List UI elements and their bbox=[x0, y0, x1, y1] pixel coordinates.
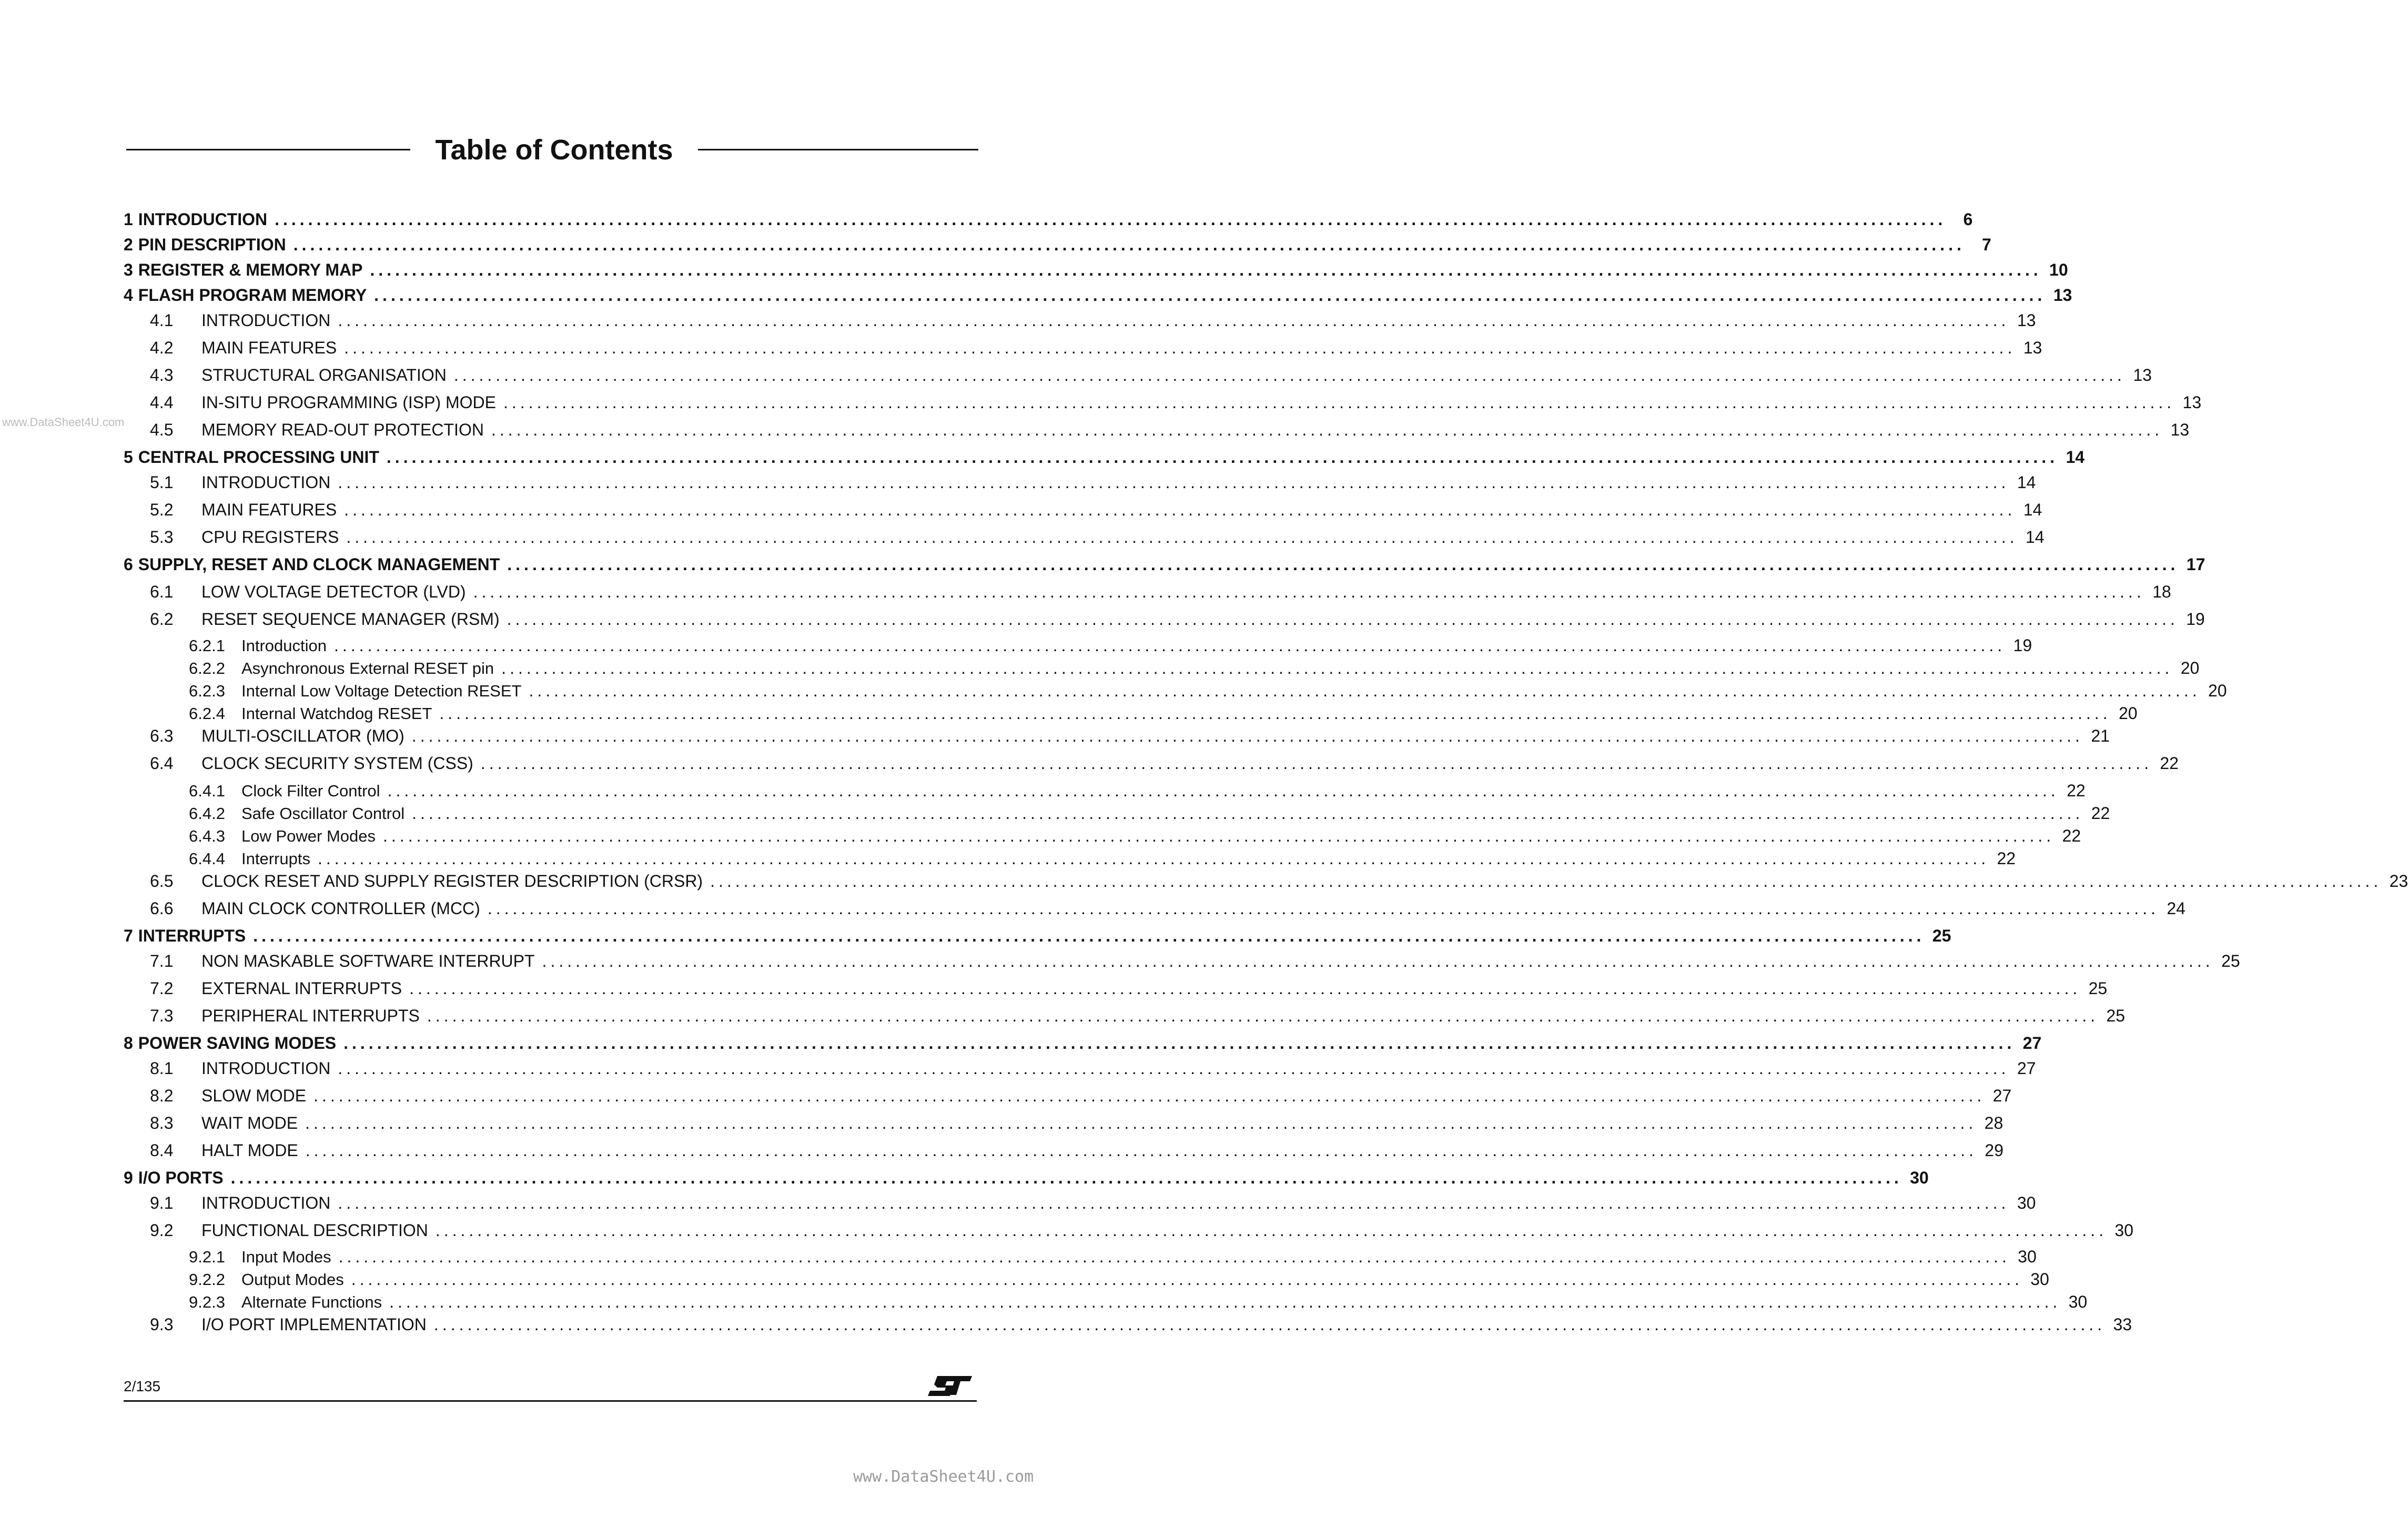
toc-leader-dots: ........................................................................................................................................................................................................ bbox=[317, 849, 1990, 868]
toc-entry-title: CLOCK SECURITY SYSTEM (CSS) bbox=[201, 754, 473, 773]
toc-leader-dots: ........................................................................................................................................................................................................ bbox=[487, 899, 2159, 918]
toc-entry-title: Introduction bbox=[241, 636, 327, 655]
toc-entry[interactable] bbox=[124, 949, 2240, 973]
toc-entry-page: 25 bbox=[2221, 952, 2240, 970]
toc-entry-page: 20 bbox=[2208, 681, 2227, 700]
toc-entry[interactable] bbox=[124, 608, 2205, 631]
toc-leader-dots: ........................................................................................................................................................................................................ bbox=[344, 338, 2016, 357]
toc-entry-page: 27 bbox=[2022, 1034, 2042, 1053]
toc-entry-title: INTRODUCTION bbox=[201, 1193, 331, 1212]
toc-leader-dots: ........................................................................................................................................................................................................ bbox=[503, 393, 2176, 412]
toc-leader-dots: ........................................................................................................................................................................................................ bbox=[313, 1086, 1986, 1105]
toc-leader-dots: ........................................................................................................................................................................................................ bbox=[529, 681, 2201, 700]
toc-entry[interactable] bbox=[124, 336, 2042, 359]
toc-leader-dots: ........................................................................................................................................................................................................ bbox=[338, 1059, 2010, 1078]
toc-entry-title: Internal Low Voltage Detection RESET bbox=[241, 682, 522, 700]
toc-entry-title: Output Modes bbox=[241, 1270, 344, 1289]
toc-leader-dots: ........................................................................................................................................................................................................ bbox=[334, 636, 2006, 655]
toc-entry-title: Clock Filter Control bbox=[241, 782, 380, 800]
toc-leader-dots: ........................................................................................................................................................................................................ bbox=[370, 260, 2042, 279]
toc-entry[interactable] bbox=[124, 1290, 2088, 1313]
toc-entry-page: 19 bbox=[2013, 636, 2032, 655]
footer-rule bbox=[124, 1400, 977, 1402]
toc-entry-page: 27 bbox=[1992, 1086, 2012, 1105]
toc-leader-dots: ........................................................................................................................................................................................................ bbox=[351, 1270, 2023, 1289]
toc-entry[interactable] bbox=[124, 553, 2205, 576]
toc-entry-page: 28 bbox=[1984, 1114, 2004, 1132]
toc-entry-number: 8.1 bbox=[150, 1059, 174, 1078]
toc-leader-dots: ........................................................................................................................................................................................................ bbox=[374, 286, 2046, 305]
toc-leader-dots: ........................................................................................................................................................................................................ bbox=[346, 528, 2018, 547]
toc-entry-number: 9.1 bbox=[150, 1193, 174, 1212]
toc-entry-title: MAIN FEATURES bbox=[201, 500, 337, 519]
toc-entry-page: 30 bbox=[2030, 1270, 2049, 1289]
toc-entry[interactable] bbox=[124, 309, 2036, 332]
toc-entry-number: 6 bbox=[124, 555, 133, 574]
toc-entry-number: 6.5 bbox=[150, 872, 174, 891]
toc-entry-number: 8.3 bbox=[150, 1114, 174, 1132]
toc-entry-page: 13 bbox=[2170, 420, 2190, 439]
toc-entry[interactable] bbox=[124, 525, 2045, 549]
toc-leader-dots: ........................................................................................................................................................................................................ bbox=[491, 420, 2163, 439]
toc-entry-page: 25 bbox=[2106, 1006, 2126, 1025]
toc-leader-dots: ........................................................................................................................................................................................................ bbox=[411, 726, 2083, 745]
toc-leader-dots: ........................................................................................................................................................................................................ bbox=[338, 311, 2010, 330]
toc-entry[interactable] bbox=[124, 1139, 2004, 1162]
st-logo-icon bbox=[926, 1374, 973, 1398]
toc-entry-number: 4.4 bbox=[150, 393, 174, 412]
toc-entry-number: 6.4.3 bbox=[189, 827, 225, 845]
toc-entry-number: 8.4 bbox=[150, 1141, 174, 1160]
toc-entry[interactable] bbox=[124, 1111, 2004, 1135]
toc-entry-number: 7.3 bbox=[150, 1006, 174, 1025]
toc-entry-title: FLASH PROGRAM MEMORY bbox=[138, 286, 367, 305]
toc-entry[interactable] bbox=[124, 446, 2085, 469]
toc-entry-title: REGISTER & MEMORY MAP bbox=[138, 260, 363, 279]
toc-entry-title: PIN DESCRIPTION bbox=[138, 235, 286, 254]
toc-entry-page: 13 bbox=[2023, 338, 2042, 357]
toc-entry-title: Internal Watchdog RESET bbox=[241, 704, 432, 723]
toc-leader-dots: ........................................................................................................................................................................................................ bbox=[433, 1315, 2106, 1334]
toc-leader-dots: ........................................................................................................................................................................................................ bbox=[435, 1221, 2107, 1240]
toc-entry-title: INTRODUCTION bbox=[201, 1059, 331, 1078]
toc-entry-number: 5.1 bbox=[150, 473, 174, 492]
toc-entry[interactable] bbox=[124, 1268, 2049, 1291]
toc-entry[interactable] bbox=[124, 1031, 2042, 1055]
toc-entry-page: 14 bbox=[2066, 448, 2085, 467]
toc-entry-number: 6.4 bbox=[150, 754, 174, 773]
toc-entry-page: 22 bbox=[2067, 781, 2086, 800]
toc-entry-page: 25 bbox=[2088, 979, 2108, 998]
toc-leader-dots: ........................................................................................................................................................................................................ bbox=[383, 826, 2055, 845]
toc-entry-number: 6.4.1 bbox=[189, 782, 225, 800]
toc-entry-title: RESET SEQUENCE MANAGER (RSM) bbox=[201, 610, 500, 629]
toc-entry-title: CLOCK RESET AND SUPPLY REGISTER DESCRIPTION (CRSR) bbox=[201, 872, 703, 891]
toc-leader-dots: ........................................................................................................................................................................................................ bbox=[453, 366, 2126, 384]
toc-leader-dots: ........................................................................................................................................................................................................ bbox=[338, 473, 2010, 492]
toc-entry-number: 2 bbox=[124, 235, 133, 254]
toc-entry[interactable] bbox=[124, 363, 2152, 387]
toc-entry-number: 7.1 bbox=[150, 952, 174, 970]
toc-leader-dots: ........................................................................................................................................................................................................ bbox=[387, 781, 2059, 800]
toc-entry-title: PERIPHERAL INTERRUPTS bbox=[201, 1006, 420, 1025]
toc-entry-number: 9.2.1 bbox=[189, 1248, 225, 1266]
toc-entry-number: 6.2.1 bbox=[189, 636, 225, 655]
toc-entry-number: 4.2 bbox=[150, 338, 174, 357]
toc-entry-page: 30 bbox=[1910, 1168, 1929, 1187]
toc-leader-dots: ........................................................................................................................................................................................................ bbox=[542, 952, 2214, 970]
toc-entry-page: 10 bbox=[2049, 260, 2068, 279]
toc-entry-title: Interrupts bbox=[241, 849, 310, 868]
toc-entry-page: 20 bbox=[2180, 659, 2200, 677]
toc-entry-title: NON MASKABLE SOFTWARE INTERRUPT bbox=[201, 952, 535, 970]
toc-leader-dots: ........................................................................................................................................................................................................ bbox=[338, 1193, 2010, 1212]
toc-entry-page: 29 bbox=[1985, 1141, 2004, 1160]
toc-leader-dots: ........................................................................................................................................................................................................ bbox=[343, 1034, 2016, 1053]
toc-entry-page: 13 bbox=[2053, 286, 2072, 305]
toc-entry-number: 3 bbox=[124, 260, 133, 279]
toc-entry[interactable] bbox=[124, 869, 2408, 893]
toc-entry[interactable] bbox=[124, 977, 2108, 1000]
toc-entry-page: 25 bbox=[1932, 926, 1951, 945]
toc-entry-number: 5.2 bbox=[150, 500, 174, 519]
toc-entry-page: 22 bbox=[1997, 849, 2016, 868]
toc-entry-title: CPU REGISTERS bbox=[201, 528, 339, 547]
toc-entry-number: 6.2.4 bbox=[189, 704, 225, 723]
toc-entry-title: HALT MODE bbox=[201, 1141, 298, 1160]
toc-entry[interactable] bbox=[124, 824, 2081, 847]
toc-entry-title: Alternate Functions bbox=[241, 1293, 382, 1311]
toc-leader-dots: ........................................................................................................................................................................................................ bbox=[473, 582, 2145, 601]
toc-leader-dots: ........................................................................................................................................................................................................ bbox=[230, 1168, 1903, 1187]
toc-leader-dots: ........................................................................................................................................................................................................ bbox=[305, 1114, 1977, 1132]
toc-entry-title: IN-SITU PROGRAMMING (ISP) MODE bbox=[201, 393, 496, 412]
toc-entry[interactable] bbox=[124, 1313, 2132, 1336]
toc-entry[interactable] bbox=[124, 1057, 2036, 1080]
toc-entry-title: STRUCTURAL ORGANISATION bbox=[201, 366, 447, 384]
toc-entry-number: 7 bbox=[124, 926, 133, 945]
toc-entry-number: 9.3 bbox=[150, 1315, 174, 1334]
toc-entry-number: 6.4.2 bbox=[189, 804, 225, 823]
toc-entry-title: SLOW MODE bbox=[201, 1086, 307, 1105]
toc-leader-dots: ........................................................................................................................................................................................................ bbox=[253, 926, 1925, 945]
toc-leader-dots: ........................................................................................................................................................................................................ bbox=[412, 804, 2084, 823]
toc-entry[interactable] bbox=[124, 679, 2227, 702]
toc-leader-dots: ........................................................................................................................................................................................................ bbox=[507, 610, 2179, 629]
toc-entry-number: 6.2 bbox=[150, 610, 174, 629]
toc-leader-dots: ........................................................................................................................................................................................................ bbox=[480, 754, 2152, 773]
toc-entry-title: INTRODUCTION bbox=[138, 210, 268, 229]
toc-entry-title: Safe Oscillator Control bbox=[241, 804, 405, 823]
toc-entry-number: 7.2 bbox=[150, 979, 174, 998]
toc-entry-page: 33 bbox=[2113, 1315, 2132, 1334]
toc-entry[interactable] bbox=[124, 847, 2016, 870]
toc-entry-number: 6.1 bbox=[150, 582, 174, 601]
toc-entry-number: 9.2 bbox=[150, 1221, 174, 1240]
toc-entry[interactable] bbox=[124, 752, 2179, 775]
toc-entry[interactable] bbox=[124, 580, 2171, 603]
toc-entry-page: 22 bbox=[2062, 826, 2081, 845]
toc-entry-number: 6.4.4 bbox=[189, 849, 225, 868]
toc-entry[interactable] bbox=[124, 1191, 2036, 1215]
toc-entry[interactable] bbox=[124, 634, 2032, 657]
toc-leader-dots: ........................................................................................................................................................................................................ bbox=[293, 235, 1965, 254]
toc-entry-page: 22 bbox=[2160, 754, 2179, 773]
toc-leader-dots: ........................................................................................................................................................................................................ bbox=[338, 1247, 2010, 1266]
toc-entry-title: Input Modes bbox=[241, 1248, 331, 1266]
toc-entry-title: INTRODUCTION bbox=[201, 311, 331, 330]
toc-entry-title: LOW VOLTAGE DETECTOR (LVD) bbox=[201, 582, 466, 601]
toc-entry-number: 6.2.3 bbox=[189, 682, 225, 700]
toc-entry[interactable] bbox=[124, 702, 2138, 725]
toc-entry-number: 4.1 bbox=[150, 311, 174, 330]
toc-entry-page: 30 bbox=[2018, 1247, 2037, 1266]
watermark-side: www.DataSheet4U.com bbox=[2, 416, 125, 429]
toc-entry[interactable] bbox=[124, 418, 2190, 441]
page-number: 2/135 bbox=[124, 1378, 161, 1394]
toc-leader-dots: ........................................................................................................................................................................................................ bbox=[427, 1006, 2099, 1025]
toc-entry-number: 9 bbox=[124, 1168, 133, 1187]
page-title: Table of Contents bbox=[435, 134, 673, 166]
toc-entry-number: 6.6 bbox=[150, 899, 174, 918]
toc-entry-page: 13 bbox=[2133, 366, 2152, 384]
toc-entry-title: MAIN CLOCK CONTROLLER (MCC) bbox=[201, 899, 480, 918]
toc-entry-number: 6.2.2 bbox=[189, 659, 225, 677]
toc-leader-dots: ........................................................................................................................................................................................................ bbox=[439, 704, 2111, 723]
toc-entry-page: 27 bbox=[2017, 1059, 2036, 1078]
toc-entry-number: 6.3 bbox=[150, 726, 174, 745]
toc-entry-number: 4.3 bbox=[150, 366, 174, 384]
toc-leader-dots: ........................................................................................................................................................................................................ bbox=[344, 500, 2016, 519]
toc-entry-number: 5.3 bbox=[150, 528, 174, 547]
toc-entry[interactable] bbox=[124, 924, 1951, 947]
toc-entry[interactable] bbox=[124, 498, 2042, 521]
toc-entry[interactable] bbox=[124, 802, 2110, 825]
toc-entry-title: I/O PORT IMPLEMENTATION bbox=[201, 1315, 427, 1334]
toc-entry[interactable] bbox=[124, 1004, 2126, 1027]
toc-entry-page: 14 bbox=[2025, 528, 2045, 547]
toc-entry-page: 19 bbox=[2186, 610, 2205, 629]
toc-entry-page: 30 bbox=[2017, 1193, 2036, 1212]
toc-entry-page: 13 bbox=[2182, 393, 2202, 412]
toc-entry[interactable] bbox=[124, 779, 2086, 802]
toc-entry[interactable] bbox=[124, 897, 2186, 920]
toc-entry-page: 23 bbox=[2389, 872, 2408, 891]
watermark-bottom: www.DataSheet4U.com bbox=[853, 1468, 1034, 1486]
toc-entry-page: 7 bbox=[1982, 235, 1991, 254]
toc-entry-number: 4.5 bbox=[150, 420, 174, 439]
toc-entry-title: MEMORY READ-OUT PROTECTION bbox=[201, 420, 484, 439]
toc-entry-page: 14 bbox=[2023, 500, 2042, 519]
toc-leader-dots: ........................................................................................................................................................................................................ bbox=[305, 1141, 1977, 1160]
toc-entry-page: 21 bbox=[2091, 726, 2110, 745]
toc-entry[interactable] bbox=[124, 1166, 1929, 1189]
toc-entry-title: INTERRUPTS bbox=[138, 926, 246, 945]
toc-entry-page: 20 bbox=[2118, 704, 2138, 723]
toc-entry-title: FUNCTIONAL DESCRIPTION bbox=[201, 1221, 428, 1240]
toc-entry-number: 9.2.2 bbox=[189, 1270, 225, 1289]
toc-leader-dots: ........................................................................................................................................................................................................ bbox=[409, 979, 2081, 998]
toc-entry[interactable] bbox=[124, 1245, 2037, 1268]
toc-entry-title: Low Power Modes bbox=[241, 827, 376, 845]
toc-entry-title: EXTERNAL INTERRUPTS bbox=[201, 979, 402, 998]
toc-entry-number: 1 bbox=[124, 210, 133, 229]
toc-entry-page: 17 bbox=[2186, 555, 2205, 574]
toc-entry[interactable] bbox=[124, 1219, 2133, 1242]
toc-entry[interactable] bbox=[124, 284, 2072, 307]
toc-entry-title: INTRODUCTION bbox=[201, 473, 331, 492]
toc-entry-title: MULTI-OSCILLATOR (MO) bbox=[201, 726, 404, 745]
toc-entry-page: 30 bbox=[2114, 1221, 2133, 1240]
toc-entry-title: SUPPLY, RESET AND CLOCK MANAGEMENT bbox=[138, 555, 500, 574]
toc-leader-dots: ........................................................................................................................................................................................................ bbox=[507, 555, 2179, 574]
toc-leader-dots: ........................................................................................................................................................................................................ bbox=[275, 210, 1947, 229]
toc-entry-page: 14 bbox=[2017, 473, 2036, 492]
toc-entry-page: 22 bbox=[2091, 804, 2110, 823]
toc-entry-number: 5 bbox=[124, 448, 133, 467]
toc-entry[interactable] bbox=[124, 656, 2200, 680]
toc-entry-title: WAIT MODE bbox=[201, 1114, 298, 1132]
toc-entry[interactable] bbox=[124, 471, 2036, 494]
toc-entry[interactable] bbox=[124, 208, 1973, 231]
toc-entry-number: 4 bbox=[124, 286, 133, 305]
toc-entry-number: 8 bbox=[124, 1034, 133, 1053]
toc-entry-page: 30 bbox=[2068, 1292, 2088, 1311]
toc-entry[interactable] bbox=[124, 258, 2068, 281]
toc-entry[interactable] bbox=[124, 233, 1991, 256]
toc-entry[interactable] bbox=[124, 724, 2110, 747]
toc-entry-title: CENTRAL PROCESSING UNIT bbox=[138, 448, 379, 467]
toc-entry-title: I/O PORTS bbox=[138, 1168, 224, 1187]
toc-entry[interactable] bbox=[124, 391, 2202, 414]
toc-entry-title: Asynchronous External RESET pin bbox=[241, 659, 494, 677]
toc-entry-page: 13 bbox=[2017, 311, 2036, 330]
toc-leader-dots: ........................................................................................................................................................................................................ bbox=[710, 872, 2382, 891]
toc-entry-title: POWER SAVING MODES bbox=[138, 1034, 337, 1053]
toc-entry-page: 18 bbox=[2152, 582, 2171, 601]
toc-entry-number: 9.2.3 bbox=[189, 1293, 225, 1311]
toc-entry-title: MAIN FEATURES bbox=[201, 338, 337, 357]
toc-entry-page: 24 bbox=[2167, 899, 2186, 918]
toc-leader-dots: ........................................................................................................................................................................................................ bbox=[501, 659, 2173, 677]
toc-leader-dots: ........................................................................................................................................................................................................ bbox=[386, 448, 2059, 467]
toc-leader-dots: ........................................................................................................................................................................................................ bbox=[389, 1292, 2061, 1311]
toc-entry[interactable] bbox=[124, 1084, 2012, 1107]
toc-entry-page: 6 bbox=[1963, 210, 1973, 229]
toc-entry-number: 8.2 bbox=[150, 1086, 174, 1105]
